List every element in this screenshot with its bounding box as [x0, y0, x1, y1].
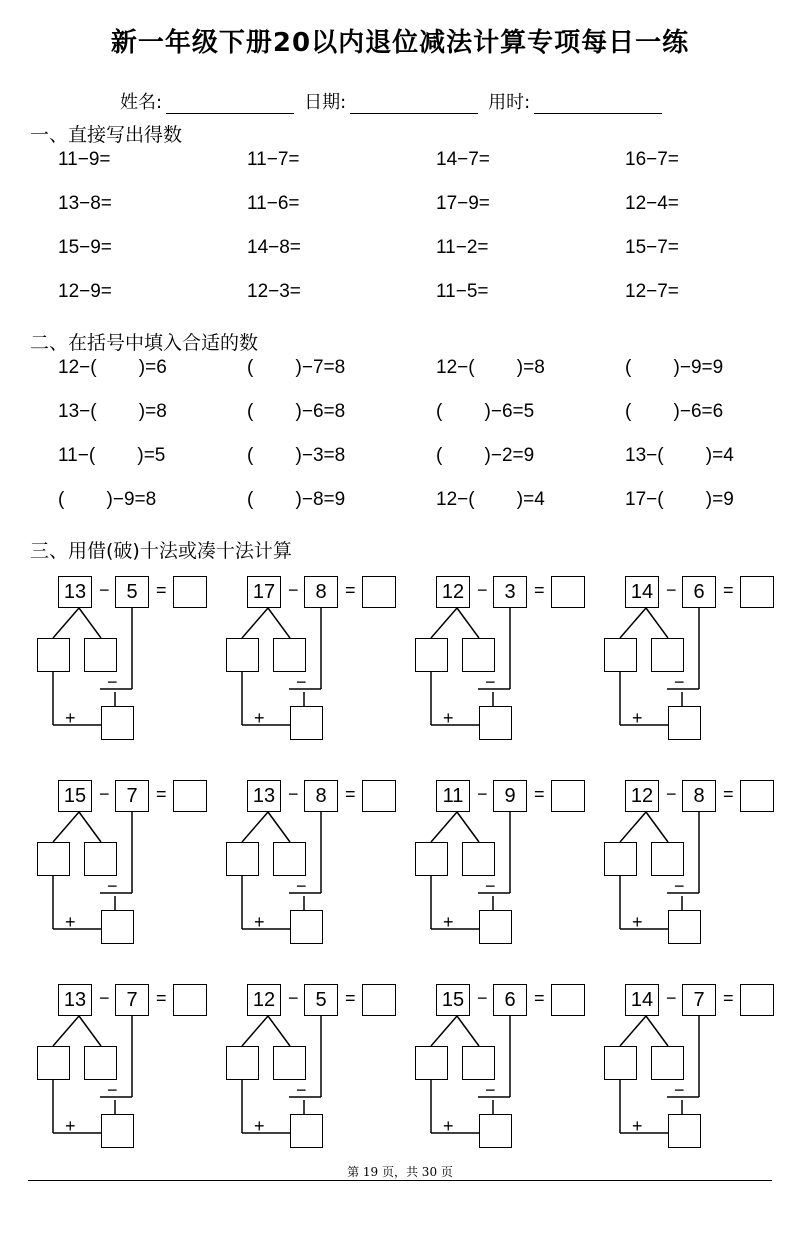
split-right-box[interactable] [462, 1046, 495, 1080]
minus-sign: − [288, 580, 299, 600]
subtrahend-box [115, 576, 149, 608]
split-left-box[interactable] [604, 638, 637, 672]
intermediate-box[interactable] [479, 706, 512, 740]
time-field[interactable] [534, 95, 662, 114]
problem-cell[interactable]: 12−7= [625, 281, 679, 302]
split-left-box[interactable] [226, 842, 259, 876]
minuend-value: 15 [63, 784, 87, 807]
step-plus-sign: + [632, 708, 643, 728]
split-right-box[interactable] [651, 638, 684, 672]
subtrahend-box [493, 576, 527, 608]
decomposition-problem [604, 780, 794, 960]
problem-cell[interactable]: 11−9= [58, 149, 111, 170]
minuend-value: 11 [442, 784, 464, 807]
equals-sign: = [723, 580, 734, 600]
footer-divider [28, 1180, 772, 1181]
step-minus-sign: − [107, 672, 118, 692]
minus-sign: − [99, 988, 110, 1008]
subtrahend-value: 8 [693, 784, 705, 807]
step-plus-sign: + [65, 708, 76, 728]
problem-row [58, 281, 798, 311]
problem-cell[interactable]: 17−( )=9 [625, 489, 734, 510]
step-plus-sign: + [443, 912, 454, 932]
split-left-box[interactable] [415, 1046, 448, 1080]
subtrahend-value: 7 [126, 988, 138, 1011]
subtrahend-box [682, 576, 716, 608]
split-right-box[interactable] [651, 1046, 684, 1080]
split-right-box[interactable] [462, 638, 495, 672]
answer-box[interactable] [740, 984, 774, 1016]
answer-box[interactable] [173, 576, 207, 608]
subtrahend-value: 3 [504, 580, 516, 603]
split-left-box[interactable] [37, 638, 70, 672]
step-minus-sign: − [296, 1080, 307, 1100]
name-field[interactable] [166, 95, 294, 114]
subtrahend-box [493, 780, 527, 812]
problem-cell[interactable]: 15−7= [625, 237, 679, 258]
step-minus-sign: − [674, 1080, 685, 1100]
decomposition-problem [415, 576, 605, 756]
minuend-box [625, 576, 659, 608]
answer-box[interactable] [740, 780, 774, 812]
split-left-box[interactable] [415, 842, 448, 876]
problem-cell[interactable]: ( )−3=8 [247, 445, 346, 466]
intermediate-box[interactable] [668, 706, 701, 740]
intermediate-box[interactable] [479, 910, 512, 944]
problem-cell[interactable]: ( )−8=9 [247, 489, 346, 510]
equals-sign: = [156, 988, 167, 1008]
subtrahend-value: 5 [315, 988, 327, 1011]
worksheet-title: 新一年级下册20以内退位减法计算专项每日一练 [110, 28, 690, 58]
answer-box[interactable] [551, 984, 585, 1016]
problem-row [58, 237, 798, 267]
answer-box[interactable] [173, 780, 207, 812]
minus-sign: − [99, 784, 110, 804]
problem-cell[interactable]: 14−7= [436, 149, 490, 170]
equals-sign: = [345, 988, 356, 1008]
subtrahend-value: 7 [126, 784, 138, 807]
step-plus-sign: + [254, 1116, 265, 1136]
split-right-box[interactable] [84, 638, 117, 672]
minus-sign: − [477, 784, 488, 804]
decomposition-problem [37, 780, 227, 960]
minuend-value: 12 [252, 988, 276, 1011]
split-left-box[interactable] [604, 1046, 637, 1080]
intermediate-box[interactable] [479, 1114, 512, 1148]
problem-cell[interactable]: ( )−2=9 [436, 445, 535, 466]
decomposition-problem [37, 576, 227, 756]
split-right-box[interactable] [273, 1046, 306, 1080]
subtrahend-box [304, 780, 338, 812]
split-right-box[interactable] [273, 638, 306, 672]
problem-cell[interactable]: 11−5= [436, 281, 489, 302]
minus-sign: − [666, 784, 677, 804]
minuend-value: 17 [252, 580, 276, 603]
minuend-value: 15 [441, 988, 465, 1011]
minus-sign: − [477, 580, 488, 600]
problem-cell[interactable]: 16−7= [625, 149, 679, 170]
problem-cell[interactable]: 12−( )=4 [436, 489, 545, 510]
equals-sign: = [534, 988, 545, 1008]
step-minus-sign: − [485, 672, 496, 692]
minuend-box [247, 984, 281, 1016]
equals-sign: = [345, 580, 356, 600]
step-plus-sign: + [254, 912, 265, 932]
split-left-box[interactable] [37, 1046, 70, 1080]
subtrahend-value: 5 [126, 580, 138, 603]
step-minus-sign: − [485, 1080, 496, 1100]
answer-box[interactable] [551, 576, 585, 608]
split-left-box[interactable] [226, 638, 259, 672]
subtrahend-box [682, 984, 716, 1016]
time-label: 用时: [488, 92, 531, 113]
split-right-box[interactable] [84, 1046, 117, 1080]
problem-cell[interactable]: 14−8= [247, 237, 301, 258]
minuend-box [436, 780, 470, 812]
subtrahend-box [304, 984, 338, 1016]
equals-sign: = [345, 784, 356, 804]
equals-sign: = [156, 784, 167, 804]
equals-sign: = [723, 784, 734, 804]
minus-sign: − [477, 988, 488, 1008]
problem-cell[interactable]: 11−6= [247, 193, 300, 214]
minuend-value: 13 [63, 580, 87, 603]
subtrahend-box [682, 780, 716, 812]
step-plus-sign: + [254, 708, 265, 728]
problem-cell[interactable]: 12−9= [58, 281, 112, 302]
step-plus-sign: + [443, 1116, 454, 1136]
answer-box[interactable] [362, 576, 396, 608]
minuend-box [247, 576, 281, 608]
step-plus-sign: + [65, 1116, 76, 1136]
decomposition-problem [226, 576, 416, 756]
subtrahend-value: 6 [693, 580, 705, 603]
section1-heading: 一、直接写出得数 [30, 124, 183, 146]
subtrahend-value: 8 [315, 580, 327, 603]
subtrahend-value: 9 [504, 784, 516, 807]
decomposition-problem [37, 984, 227, 1164]
step-minus-sign: − [485, 876, 496, 896]
problem-cell[interactable]: 12−3= [247, 281, 301, 302]
minuend-box [625, 984, 659, 1016]
minuend-box [58, 576, 92, 608]
problem-cell[interactable]: ( )−6=6 [625, 401, 724, 422]
minus-sign: − [99, 580, 110, 600]
minuend-box [247, 780, 281, 812]
answer-box[interactable] [740, 576, 774, 608]
problem-row [58, 149, 798, 179]
split-left-box[interactable] [226, 1046, 259, 1080]
intermediate-box[interactable] [101, 1114, 134, 1148]
split-left-box[interactable] [604, 842, 637, 876]
minuend-value: 13 [252, 784, 276, 807]
problem-cell[interactable]: ( )−9=8 [58, 489, 157, 510]
section3-heading: 三、用借(破)十法或凑十法计算 [30, 540, 292, 562]
problem-cell[interactable]: 13−8= [58, 193, 112, 214]
step-minus-sign: − [107, 876, 118, 896]
problem-cell[interactable]: ( )−7=8 [247, 357, 346, 378]
intermediate-box[interactable] [668, 1114, 701, 1148]
decomposition-problem [226, 780, 416, 960]
subtrahend-value: 7 [693, 988, 705, 1011]
step-minus-sign: − [296, 876, 307, 896]
problem-row [58, 193, 798, 223]
equals-sign: = [156, 580, 167, 600]
subtrahend-box [493, 984, 527, 1016]
problem-cell[interactable]: 13−( )=4 [625, 445, 734, 466]
date-label: 日期: [304, 92, 347, 113]
subtrahend-value: 6 [504, 988, 516, 1011]
step-plus-sign: + [632, 1116, 643, 1136]
minuend-value: 12 [441, 580, 465, 603]
minuend-box [625, 780, 659, 812]
student-info-bar [120, 88, 672, 114]
problem-row [58, 489, 798, 519]
decomposition-problem [415, 780, 605, 960]
problem-cell[interactable]: 12−( )=6 [58, 357, 167, 378]
minus-sign: − [666, 580, 677, 600]
step-minus-sign: − [107, 1080, 118, 1100]
step-minus-sign: − [674, 672, 685, 692]
decomposition-problem [604, 984, 794, 1164]
minus-sign: − [288, 988, 299, 1008]
minus-sign: − [288, 784, 299, 804]
minuend-box [436, 576, 470, 608]
equals-sign: = [534, 580, 545, 600]
decomposition-problem [226, 984, 416, 1164]
page-footer: 第 19 页，共 30 页 [347, 1165, 453, 1179]
intermediate-box[interactable] [101, 706, 134, 740]
split-left-box[interactable] [37, 842, 70, 876]
split-right-box[interactable] [273, 842, 306, 876]
split-left-box[interactable] [415, 638, 448, 672]
intermediate-box[interactable] [101, 910, 134, 944]
minuend-value: 14 [630, 988, 654, 1011]
split-right-box[interactable] [84, 842, 117, 876]
split-right-box[interactable] [651, 842, 684, 876]
split-right-box[interactable] [462, 842, 495, 876]
answer-box[interactable] [362, 984, 396, 1016]
name-label: 姓名: [120, 92, 163, 113]
intermediate-box[interactable] [290, 706, 323, 740]
problem-cell[interactable]: 11−( )=5 [58, 445, 166, 466]
problem-cell[interactable]: 17−9= [436, 193, 490, 214]
problem-cell[interactable]: ( )−9=9 [625, 357, 724, 378]
equals-sign: = [534, 784, 545, 804]
section2-heading: 二、在括号中填入合适的数 [30, 332, 259, 354]
minuend-box [58, 984, 92, 1016]
problem-cell[interactable]: 12−4= [625, 193, 679, 214]
subtrahend-box [304, 576, 338, 608]
step-plus-sign: + [65, 912, 76, 932]
problem-cell[interactable]: 12−( )=8 [436, 357, 545, 378]
minus-sign: − [666, 988, 677, 1008]
problem-row [58, 445, 798, 475]
problem-cell[interactable]: 13−( )=8 [58, 401, 167, 422]
minuend-value: 13 [63, 988, 87, 1011]
problem-cell[interactable]: ( )−6=8 [247, 401, 346, 422]
subtrahend-box [115, 780, 149, 812]
problem-row [58, 401, 798, 431]
intermediate-box[interactable] [290, 910, 323, 944]
minuend-box [436, 984, 470, 1016]
step-minus-sign: − [296, 672, 307, 692]
subtrahend-box [115, 984, 149, 1016]
answer-box[interactable] [362, 780, 396, 812]
problem-cell[interactable]: 11−7= [247, 149, 300, 170]
date-field[interactable] [350, 95, 478, 114]
minuend-box [58, 780, 92, 812]
step-plus-sign: + [443, 708, 454, 728]
intermediate-box[interactable] [668, 910, 701, 944]
step-plus-sign: + [632, 912, 643, 932]
minuend-value: 12 [630, 784, 654, 807]
problem-cell[interactable]: 11−2= [436, 237, 489, 258]
minuend-value: 14 [630, 580, 654, 603]
answer-box[interactable] [551, 780, 585, 812]
decomposition-problem [604, 576, 794, 756]
step-minus-sign: − [674, 876, 685, 896]
problem-row [58, 357, 798, 387]
equals-sign: = [723, 988, 734, 1008]
decomposition-problem [415, 984, 605, 1164]
answer-box[interactable] [173, 984, 207, 1016]
problem-cell[interactable]: 15−9= [58, 237, 112, 258]
intermediate-box[interactable] [290, 1114, 323, 1148]
problem-cell[interactable]: ( )−6=5 [436, 401, 535, 422]
subtrahend-value: 8 [315, 784, 327, 807]
